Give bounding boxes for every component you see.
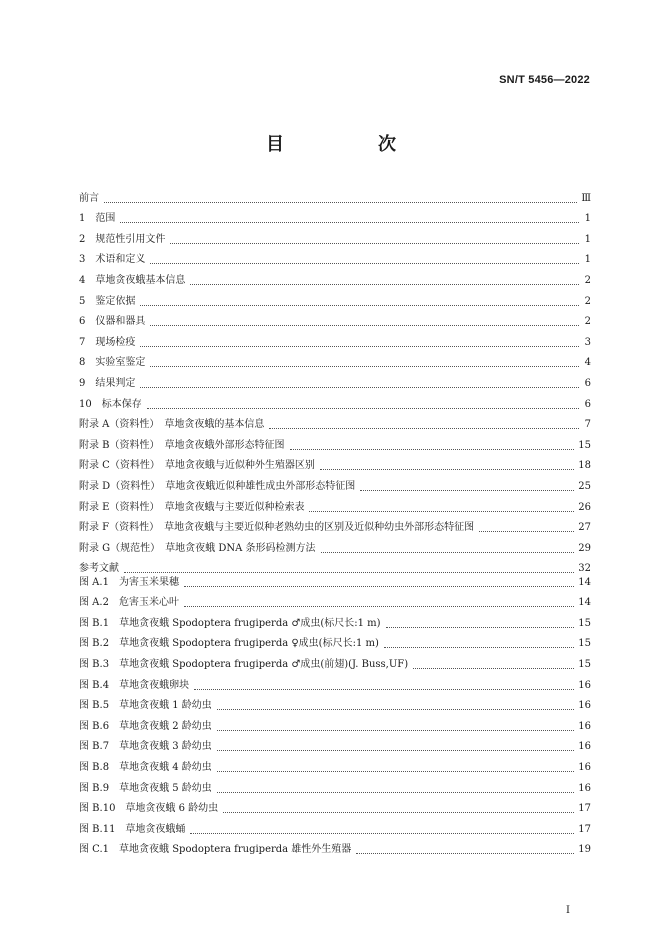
toc-entry[interactable] <box>79 349 591 370</box>
toc-leader-dots <box>194 689 574 690</box>
toc-leader-dots <box>184 606 574 607</box>
toc-entry[interactable] <box>79 205 591 226</box>
toc-leader-dots <box>147 408 579 409</box>
toc-leader-dots <box>386 627 575 628</box>
toc-entry-page: 16 <box>578 720 591 732</box>
toc-entry-label: 附录 B（资料性） 草地贪夜蛾外部形态特征图 <box>79 439 285 451</box>
toc-entry[interactable] <box>79 493 591 514</box>
toc-entry[interactable] <box>79 815 591 836</box>
toc-entry-label: 附录 D（资料性） 草地贪夜蛾近似种雄性成虫外部形态特征图 <box>79 480 356 492</box>
toc-entry-label: 图 B.3 草地贪夜蛾 Spodoptera frugiperda ♂成虫(前翅)(J. Buss,UF) <box>79 658 409 670</box>
toc-entry-page: 25 <box>578 480 591 492</box>
toc-entry-label: 图 B.2 草地贪夜蛾 Spodoptera frugiperda ♀成虫(标尺长:1 m) <box>79 638 379 650</box>
toc-entry-label: 图 B.6 草地贪夜蛾 2 龄幼虫 <box>79 720 212 732</box>
toc-leader-dots <box>140 305 579 306</box>
toc-entry-label: 图 C.1 草地贪夜蛾 Spodoptera frugiperda 雄性外生殖器 <box>79 844 352 856</box>
toc-entry-page: Ⅲ <box>581 192 591 204</box>
toc-entry-page: 1 <box>584 254 591 266</box>
toc-entry-page: 2 <box>584 295 591 307</box>
toc-entry-page: 16 <box>578 761 591 773</box>
toc-leader-dots <box>217 792 574 793</box>
toc-leader-dots <box>184 586 574 587</box>
toc-leader-dots <box>150 263 579 264</box>
toc-entry-label: 图 B.1 草地贪夜蛾 Spodoptera frugiperda ♂成虫(标尺长:1 m) <box>79 617 381 629</box>
toc-entry[interactable] <box>79 836 591 857</box>
toc-leader-dots <box>413 668 574 669</box>
toc-entry-page: 18 <box>578 460 591 472</box>
toc-entry[interactable] <box>79 774 591 795</box>
toc-leader-dots <box>190 833 574 834</box>
toc-entry-label: 图 B.8 草地贪夜蛾 4 龄幼虫 <box>79 761 212 773</box>
toc-entry[interactable] <box>79 671 591 692</box>
toc-entry[interactable] <box>79 630 591 651</box>
toc-entry[interactable] <box>79 390 591 411</box>
toc-leader-dots <box>140 346 579 347</box>
toc-leader-dots <box>120 222 579 223</box>
toc-entry[interactable] <box>79 287 591 308</box>
toc-entry-page: 15 <box>578 617 591 629</box>
toc-leader-dots <box>217 709 574 710</box>
toc-title: 目 次 <box>266 134 434 155</box>
toc-entry[interactable] <box>79 795 591 816</box>
toc-entry-page: 1 <box>584 213 591 225</box>
toc-leader-dots <box>217 750 574 751</box>
toc-entry-label: 8 实验室鉴定 <box>79 357 146 369</box>
toc-entry-label: 附录 G（规范性） 草地贪夜蛾 DNA 条形码检测方法 <box>79 542 316 554</box>
toc-leader-dots <box>217 730 574 731</box>
toc-entry[interactable] <box>79 328 591 349</box>
toc-leader-dots <box>360 490 574 491</box>
toc-entry[interactable] <box>79 534 591 555</box>
toc-entry-page: 7 <box>584 419 591 431</box>
toc-leader-dots <box>321 552 575 553</box>
toc-entry[interactable] <box>79 712 591 733</box>
toc-entry-label: 图 B.4 草地贪夜蛾卵块 <box>79 679 190 691</box>
toc-entry-page: 2 <box>584 274 591 286</box>
toc-entry-label: 7 现场检疫 <box>79 336 136 348</box>
toc-entry-page: 6 <box>584 377 591 389</box>
toc-entry-label: 2 规范性引用文件 <box>79 233 166 245</box>
toc-leader-dots <box>170 243 579 244</box>
toc-entry-page: 17 <box>578 803 591 815</box>
toc-entry-page: 14 <box>578 597 591 609</box>
toc-leader-dots <box>223 812 574 813</box>
toc-leader-dots <box>309 511 574 512</box>
toc-entry-page: 4 <box>584 357 591 369</box>
toc-entry-label: 图 B.7 草地贪夜蛾 3 龄幼虫 <box>79 741 212 753</box>
toc-leader-dots <box>290 449 575 450</box>
toc-figure-list <box>79 568 591 856</box>
toc-entry[interactable] <box>79 589 591 610</box>
toc-entry[interactable] <box>79 733 591 754</box>
toc-entry-page: 26 <box>578 501 591 513</box>
toc-entry[interactable] <box>79 369 591 390</box>
toc-leader-dots <box>190 284 579 285</box>
toc-entry[interactable] <box>79 225 591 246</box>
toc-entry[interactable] <box>79 431 591 452</box>
toc-leader-dots <box>479 531 574 532</box>
toc-entry-label: 附录 F（资料性） 草地贪夜蛾与主要近似种老熟幼虫的区别及近似种幼虫外部形态特征图 <box>79 522 475 534</box>
toc-entry[interactable] <box>79 452 591 473</box>
toc-entry-label: 图 A.1 为害玉米果穗 <box>79 576 179 588</box>
toc-entry-label: 3 术语和定义 <box>79 254 146 266</box>
toc-entry[interactable] <box>79 184 591 205</box>
toc-entry-page: 2 <box>584 316 591 328</box>
toc-entry[interactable] <box>79 753 591 774</box>
toc-entry-label: 附录 E（资料性） 草地贪夜蛾与主要近似种检索表 <box>79 501 305 513</box>
toc-leader-dots <box>320 469 574 470</box>
toc-entry[interactable] <box>79 514 591 535</box>
toc-entry[interactable] <box>79 650 591 671</box>
toc-entry-page: 27 <box>578 522 591 534</box>
toc-entry-page: 15 <box>578 439 591 451</box>
toc-entry-page: 16 <box>578 782 591 794</box>
toc-leader-dots <box>384 647 574 648</box>
toc-entry[interactable] <box>79 308 591 329</box>
toc-leader-dots <box>217 771 574 772</box>
toc-entry-page: 16 <box>578 700 591 712</box>
toc-entry[interactable] <box>79 266 591 287</box>
toc-entry-page: 3 <box>584 336 591 348</box>
toc-entry-page: 16 <box>578 679 591 691</box>
toc-entry-page: 32 <box>578 563 591 575</box>
toc-entry-label: 图 B.11 草地贪夜蛾蛹 <box>79 823 186 835</box>
toc-entry-page: 15 <box>578 658 591 670</box>
toc-entry-label: 附录 C（资料性） 草地贪夜蛾与近似种外生殖器区别 <box>79 460 315 472</box>
toc-entry-label: 10 标本保存 <box>79 398 142 410</box>
toc-entry-label: 6 仪器和器具 <box>79 316 146 328</box>
toc-entry[interactable] <box>79 411 591 432</box>
toc-entry-page: 19 <box>578 844 591 856</box>
toc-entry-label: 图 B.10 草地贪夜蛾 6 龄幼虫 <box>79 803 219 815</box>
toc-entry[interactable] <box>79 609 591 630</box>
toc-entry-label: 图 B.9 草地贪夜蛾 5 龄幼虫 <box>79 782 212 794</box>
toc-leader-dots <box>104 202 577 203</box>
standard-number: SN/T 5456—2022 <box>499 74 590 86</box>
toc-entry[interactable] <box>79 472 591 493</box>
toc-entry[interactable] <box>79 568 591 589</box>
toc-leader-dots <box>269 428 579 429</box>
toc-entry[interactable] <box>79 246 591 267</box>
toc-entry-label: 9 结果判定 <box>79 377 136 389</box>
toc-entry[interactable] <box>79 692 591 713</box>
toc-entry-page: 17 <box>578 823 591 835</box>
page-number: I <box>566 905 570 916</box>
toc-entry-label: 5 鉴定依据 <box>79 295 136 307</box>
toc-leader-dots <box>150 325 579 326</box>
toc-entry-label: 图 A.2 危害玉米心叶 <box>79 597 179 609</box>
toc-entry-page: 1 <box>584 233 591 245</box>
toc-main-list <box>79 184 591 575</box>
toc-entry-label: 1 范围 <box>79 213 116 225</box>
toc-entry-label: 图 B.5 草地贪夜蛾 1 龄幼虫 <box>79 700 212 712</box>
toc-leader-dots <box>140 387 579 388</box>
toc-entry-page: 29 <box>578 542 591 554</box>
toc-entry-label: 参考文献 <box>79 563 119 575</box>
toc-entry-page: 16 <box>578 741 591 753</box>
toc-entry-label: 附录 A（资料性） 草地贪夜蛾的基本信息 <box>79 419 265 431</box>
toc-entry-page: 15 <box>578 638 591 650</box>
toc-entry-page: 6 <box>584 398 591 410</box>
toc-entry-label: 4 草地贪夜蛾基本信息 <box>79 274 186 286</box>
toc-leader-dots <box>356 853 574 854</box>
toc-entry-label: 前言 <box>79 192 99 204</box>
toc-leader-dots <box>150 366 579 367</box>
toc-entry-page: 14 <box>578 576 591 588</box>
